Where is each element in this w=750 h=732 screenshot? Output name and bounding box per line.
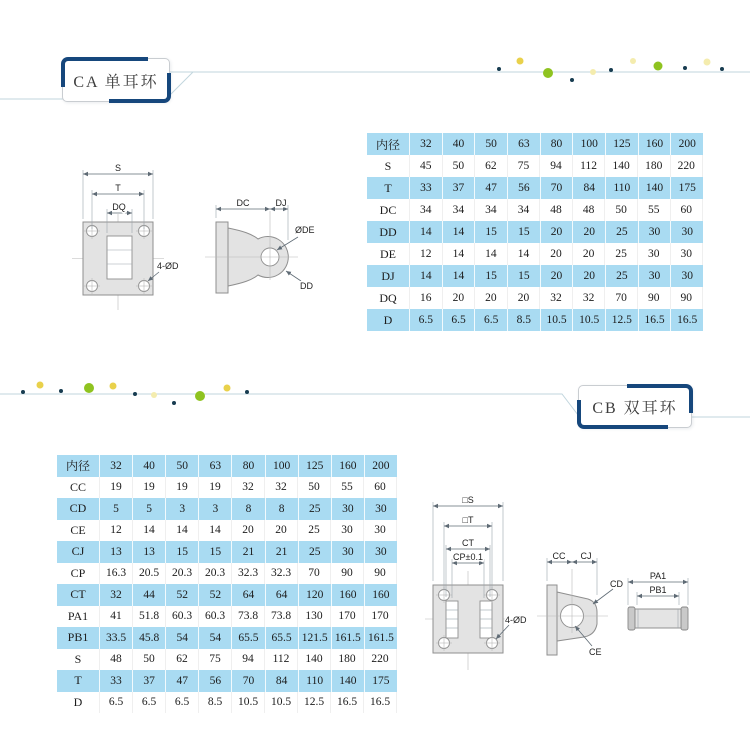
table-cell: 60.3	[199, 606, 232, 628]
table-cell: 25	[606, 221, 639, 243]
table-cell: 32	[573, 287, 606, 309]
table-cell: 14	[443, 243, 476, 265]
table-cell: 56	[199, 670, 232, 692]
table-cell: 30	[681, 270, 693, 282]
dim-label-dc: DC	[236, 198, 250, 208]
cb-front-view	[425, 495, 527, 670]
table-cell: 14	[133, 520, 166, 542]
table-cell: 19	[133, 477, 166, 499]
table-cell: 15	[475, 221, 508, 243]
table-cell: 34	[508, 199, 541, 221]
table-cell: 8	[266, 498, 299, 520]
table-cell: 8	[232, 498, 265, 520]
cb-side-view	[537, 551, 623, 657]
table-cell: 30	[639, 265, 672, 287]
table-cell: 6.5	[166, 692, 199, 714]
table-cell: 6.5	[443, 309, 476, 331]
table-row	[367, 133, 703, 155]
table-cell: 47	[475, 177, 508, 199]
table-cell: 20	[475, 287, 508, 309]
table-cell: 32.3	[265, 563, 298, 585]
table-cell: 200	[678, 138, 696, 150]
table-cell: 32	[410, 133, 443, 155]
table-cell: 14	[508, 243, 541, 265]
table-cell: 19	[100, 477, 133, 499]
table-cell: 34	[443, 199, 476, 221]
table-cell: 10.5	[573, 309, 606, 331]
table-row	[57, 520, 397, 542]
table-cell: 75	[199, 649, 232, 671]
row-label: D	[367, 309, 410, 331]
left-slot	[446, 601, 458, 638]
table-cell: 180	[331, 649, 364, 671]
row-label: PB1	[57, 627, 100, 649]
table-cell: 14	[199, 520, 232, 542]
decor-dot-navy	[59, 389, 63, 393]
row-label: DD	[367, 221, 410, 243]
dim-label-de: ØDE	[295, 225, 315, 235]
table-cell: 20.5	[133, 563, 166, 585]
table-cell: 175	[678, 182, 696, 194]
table-cell: 37	[443, 177, 476, 199]
table-cell: 37	[133, 670, 166, 692]
dim-label-dd: DD	[300, 281, 313, 291]
row-label: CT	[57, 584, 100, 606]
table-cell: 20	[443, 287, 476, 309]
row-label: CD	[57, 498, 100, 520]
table-cell: 54	[199, 627, 232, 649]
table-cell: 16.5	[639, 309, 672, 331]
flange-profile	[547, 585, 557, 655]
table-cell: 25	[299, 541, 332, 563]
dim-label-cp: CP±0.1	[453, 552, 483, 562]
table-row	[367, 177, 703, 199]
decor-dot-navy	[720, 67, 724, 71]
ca-side-view	[205, 198, 315, 293]
table-cell: 16.3	[100, 563, 133, 585]
table-cell: 3	[199, 498, 232, 520]
table-cell: 16.5	[364, 692, 397, 714]
table-cell: 80	[541, 133, 574, 155]
row-label: DQ	[367, 287, 410, 309]
table-cell: 84	[573, 177, 606, 199]
table-cell: 60	[364, 477, 397, 499]
table-cell: 80	[232, 455, 265, 477]
table-row	[57, 455, 397, 477]
table-cell: 175	[372, 674, 390, 687]
table-cell: 40	[443, 133, 476, 155]
table-cell: 6.5	[410, 309, 443, 331]
table-cell: 3	[166, 498, 199, 520]
table-cell: 32	[265, 477, 298, 499]
row-label: CJ	[57, 541, 100, 563]
table-cell: 121.5	[299, 627, 332, 649]
table-cell: 100	[573, 133, 606, 155]
table-cell: 220	[364, 649, 397, 671]
decor-dot-navy	[609, 68, 613, 72]
table-cell: 25	[605, 243, 638, 265]
decor-dot-navy	[172, 401, 176, 405]
decor-dot-lime	[84, 383, 94, 393]
table-cell: 5	[100, 498, 133, 520]
row-label: CE	[57, 520, 100, 542]
table-cell: 60.3	[166, 606, 199, 628]
table-cell: 14	[443, 265, 476, 287]
table-cell: 140	[639, 177, 672, 199]
row-label: S	[367, 155, 410, 177]
decor-dot-navy	[133, 392, 137, 396]
decor-dot-yellow	[37, 382, 44, 389]
decor-dot-navy	[497, 67, 501, 71]
table-row	[57, 649, 397, 671]
table-cell: 125	[299, 455, 332, 477]
table-cell: 14	[410, 265, 443, 287]
cb-spec-table	[57, 455, 397, 713]
table-cell: 32.3	[232, 563, 265, 585]
dim-label-cc: CC	[552, 551, 566, 561]
table-cell: 20	[541, 221, 574, 243]
table-cell: 14	[166, 520, 199, 542]
decor-dot-yellow	[224, 385, 231, 392]
table-cell: 45	[410, 155, 443, 177]
table-row	[367, 243, 703, 265]
table-cell: 54	[166, 627, 199, 649]
table-cell: 20	[265, 520, 298, 542]
table-cell: 50	[133, 649, 166, 671]
table-cell: 5	[133, 498, 166, 520]
decor-dot-lime	[543, 68, 553, 78]
table-cell: 20	[573, 221, 606, 243]
table-cell: 45.8	[133, 627, 166, 649]
ca-technical-drawing	[55, 145, 355, 345]
table-row	[57, 477, 397, 499]
table-cell: 32	[100, 455, 133, 477]
pin-cap-right	[681, 607, 688, 630]
cb-header-label: CB 双耳环	[592, 400, 678, 417]
table-cell: 20	[541, 265, 574, 287]
table-cell: 55	[638, 199, 671, 221]
table-cell: 70	[232, 670, 265, 692]
dim-label-dq: DQ	[112, 202, 126, 212]
table-cell: 55	[331, 477, 364, 499]
table-row	[57, 670, 397, 692]
table-row	[367, 265, 703, 287]
table-cell: 30	[671, 243, 704, 265]
decor-dot-pale	[590, 69, 596, 75]
table-cell: 170	[364, 606, 397, 628]
dim-label-ct: CT	[462, 538, 474, 548]
table-cell: 33	[100, 670, 133, 692]
dot-cluster-top-right	[497, 58, 724, 83]
table-cell: 40	[133, 455, 166, 477]
dot-cluster-mid-left	[21, 382, 249, 406]
table-cell: 30	[375, 502, 387, 515]
table-cell: 10.5	[232, 692, 265, 714]
dim-label-4d: 4-ØD	[157, 261, 179, 271]
row-label: T	[367, 177, 410, 199]
table-cell: 160	[332, 584, 365, 606]
table-cell: 65.5	[232, 627, 265, 649]
table-cell: 30	[332, 498, 365, 520]
table-row	[57, 692, 397, 714]
row-label: S	[57, 649, 100, 671]
table-row	[57, 606, 397, 628]
table-cell: 16.5	[331, 692, 364, 714]
table-cell: 62	[166, 649, 199, 671]
table-cell: 161.5	[332, 627, 365, 649]
cb-pin-view	[628, 571, 688, 630]
table-cell: 73.8	[232, 606, 265, 628]
row-label: CC	[57, 477, 100, 499]
decor-dot-pale	[630, 58, 636, 64]
table-cell: 20.3	[166, 563, 199, 585]
table-cell: 19	[199, 477, 232, 499]
table-row	[57, 498, 397, 520]
table-cell: 50	[475, 133, 508, 155]
table-cell: 160	[639, 133, 672, 155]
decor-dot-navy	[21, 390, 25, 394]
pin-body	[635, 609, 681, 628]
table-cell: 8.5	[508, 309, 541, 331]
table-cell: 63	[199, 455, 232, 477]
table-cell: 50	[443, 155, 476, 177]
table-cell: 170	[331, 606, 364, 628]
table-cell: 15	[475, 265, 508, 287]
pin-cap-left	[628, 607, 635, 630]
table-cell: 13	[100, 541, 133, 563]
table-cell: 13	[133, 541, 166, 563]
table-cell: 32	[232, 477, 265, 499]
table-cell: 14	[475, 243, 508, 265]
table-cell: 65.5	[266, 627, 299, 649]
table-cell: 70	[541, 177, 574, 199]
table-cell: 62	[475, 155, 508, 177]
cb-technical-drawing	[425, 485, 735, 675]
row-label: DE	[367, 243, 410, 265]
table-cell: 19	[166, 477, 199, 499]
table-cell: 94	[232, 649, 265, 671]
table-cell: 15	[508, 221, 541, 243]
table-cell: 12.5	[606, 309, 639, 331]
table-cell: 34	[410, 199, 443, 221]
table-cell: 70	[298, 563, 331, 585]
table-cell: 140	[605, 155, 638, 177]
table-row	[367, 287, 703, 309]
dim-label-s: □S	[462, 495, 474, 505]
table-cell: 110	[606, 177, 639, 199]
table-cell: 100	[266, 455, 299, 477]
table-cell: 51.8	[133, 606, 166, 628]
table-row	[367, 309, 703, 331]
table-cell: 25	[606, 265, 639, 287]
table-cell: 52	[199, 584, 232, 606]
table-cell: 56	[508, 177, 541, 199]
table-cell: 48	[100, 649, 133, 671]
table-row	[367, 221, 703, 243]
dim-label-dj: DJ	[275, 198, 287, 208]
decor-dot-pale	[151, 392, 157, 398]
table-cell: 6.5	[475, 309, 508, 331]
table-cell: 130	[298, 606, 331, 628]
dim-label-t: □T	[462, 515, 474, 525]
table-cell: 90	[671, 287, 704, 309]
table-cell: 33.5	[100, 627, 133, 649]
table-cell: 20	[232, 520, 265, 542]
table-cell: 14	[410, 221, 443, 243]
table-row	[57, 541, 397, 563]
ca-diagonal-rule	[168, 72, 193, 97]
table-cell: 12	[410, 243, 443, 265]
decor-dot-lime	[195, 391, 205, 401]
table-cell: 30	[638, 243, 671, 265]
dim-label-pb1: PB1	[649, 585, 667, 595]
row-label: T	[57, 670, 100, 692]
dim-label-s: S	[114, 163, 122, 173]
table-cell: 125	[606, 133, 639, 155]
table-cell: 6.5	[100, 692, 133, 714]
table-cell: 140	[298, 649, 331, 671]
table-cell: 32	[540, 287, 573, 309]
table-cell: 160	[332, 455, 365, 477]
table-cell: 90	[331, 563, 364, 585]
dim-label-cj: CJ	[580, 551, 592, 561]
dim-label-t: T	[115, 183, 121, 193]
table-cell: 48	[540, 199, 573, 221]
decor-dot-navy	[570, 78, 574, 82]
table-row	[367, 199, 703, 221]
row-label: CP	[57, 563, 100, 585]
table-cell: 64	[266, 584, 299, 606]
table-cell: 200	[372, 459, 390, 472]
table-row	[57, 584, 397, 606]
dim-label-4d: 4-ØD	[505, 615, 527, 625]
center-slot	[107, 236, 132, 279]
table-cell: 30	[331, 520, 364, 542]
row-label: D	[57, 692, 100, 714]
table-cell: 21	[266, 541, 299, 563]
decor-dot-lime	[654, 62, 663, 71]
table-cell: 16.5	[677, 314, 698, 326]
table-cell: 48	[573, 199, 606, 221]
table-cell: 75	[508, 155, 541, 177]
table-cell: 20	[573, 243, 606, 265]
table-cell: 30	[375, 545, 387, 558]
table-cell: 52	[166, 584, 199, 606]
decor-dot-yellow	[517, 58, 524, 65]
table-cell: 30	[639, 221, 672, 243]
table-cell: 44	[133, 584, 166, 606]
table-cell: 90	[638, 287, 671, 309]
table-cell: 60	[671, 199, 704, 221]
row-label: DC	[367, 199, 410, 221]
table-cell: 32	[100, 584, 133, 606]
section-header-ca	[62, 58, 170, 102]
ca-spec-table	[367, 133, 703, 331]
table-cell: 25	[299, 498, 332, 520]
dim-label-pa1: PA1	[649, 571, 667, 581]
table-cell: 8.5	[199, 692, 232, 714]
table-cell: 50	[605, 199, 638, 221]
table-cell: 47	[166, 670, 199, 692]
table-row	[367, 155, 703, 177]
table-cell: 90	[364, 563, 397, 585]
table-cell: 180	[638, 155, 671, 177]
table-cell: 63	[508, 133, 541, 155]
table-cell: 50	[166, 455, 199, 477]
table-cell: 15	[508, 265, 541, 287]
table-cell: 110	[299, 670, 332, 692]
table-cell: 120	[299, 584, 332, 606]
table-cell: 25	[298, 520, 331, 542]
section-header-cb	[578, 385, 692, 428]
decor-dot-pale	[704, 59, 711, 66]
table-cell: 140	[332, 670, 365, 692]
row-label: DJ	[367, 265, 410, 287]
table-cell: 160	[372, 588, 390, 601]
table-cell: 112	[573, 155, 606, 177]
row-label: PA1	[57, 606, 100, 628]
decor-dot-yellow	[110, 383, 117, 390]
table-cell: 41	[100, 606, 133, 628]
table-cell: 112	[265, 649, 298, 671]
table-cell: 6.5	[133, 692, 166, 714]
table-cell: 220	[671, 155, 704, 177]
table-cell: 16	[410, 287, 443, 309]
decor-dot-navy	[683, 66, 687, 70]
table-cell: 20.3	[199, 563, 232, 585]
decor-dot-navy	[245, 390, 249, 394]
table-cell: 64	[232, 584, 265, 606]
table-cell: 10.5	[541, 309, 574, 331]
table-cell: 161.5	[367, 631, 394, 644]
table-cell: 30	[364, 520, 397, 542]
row-label: 内径	[57, 455, 100, 477]
right-slot	[480, 601, 492, 638]
ca-front-view	[72, 163, 179, 310]
table-cell: 70	[605, 287, 638, 309]
table-cell: 20	[573, 265, 606, 287]
table-cell: 20	[540, 243, 573, 265]
cb-left-rule	[0, 394, 578, 415]
table-cell: 73.8	[265, 606, 298, 628]
table-cell: 50	[298, 477, 331, 499]
table-row	[57, 563, 397, 585]
table-cell: 94	[540, 155, 573, 177]
table-cell: 21	[232, 541, 265, 563]
table-cell: 84	[266, 670, 299, 692]
row-label: 内径	[367, 133, 410, 155]
table-cell: 12	[100, 520, 133, 542]
dim-label-ce: CE	[589, 647, 602, 657]
table-cell: 20	[508, 287, 541, 309]
table-cell: 15	[199, 541, 232, 563]
table-cell: 30	[332, 541, 365, 563]
ca-header-label: CA 单耳环	[73, 73, 159, 91]
table-row	[57, 627, 397, 649]
table-cell: 34	[475, 199, 508, 221]
table-cell: 12.5	[298, 692, 331, 714]
table-cell: 10.5	[265, 692, 298, 714]
dim-label-cd: CD	[610, 579, 623, 589]
table-cell: 14	[443, 221, 476, 243]
table-cell: 15	[166, 541, 199, 563]
flange-profile	[216, 222, 228, 293]
table-cell: 30	[681, 226, 693, 238]
table-cell: 33	[410, 177, 443, 199]
